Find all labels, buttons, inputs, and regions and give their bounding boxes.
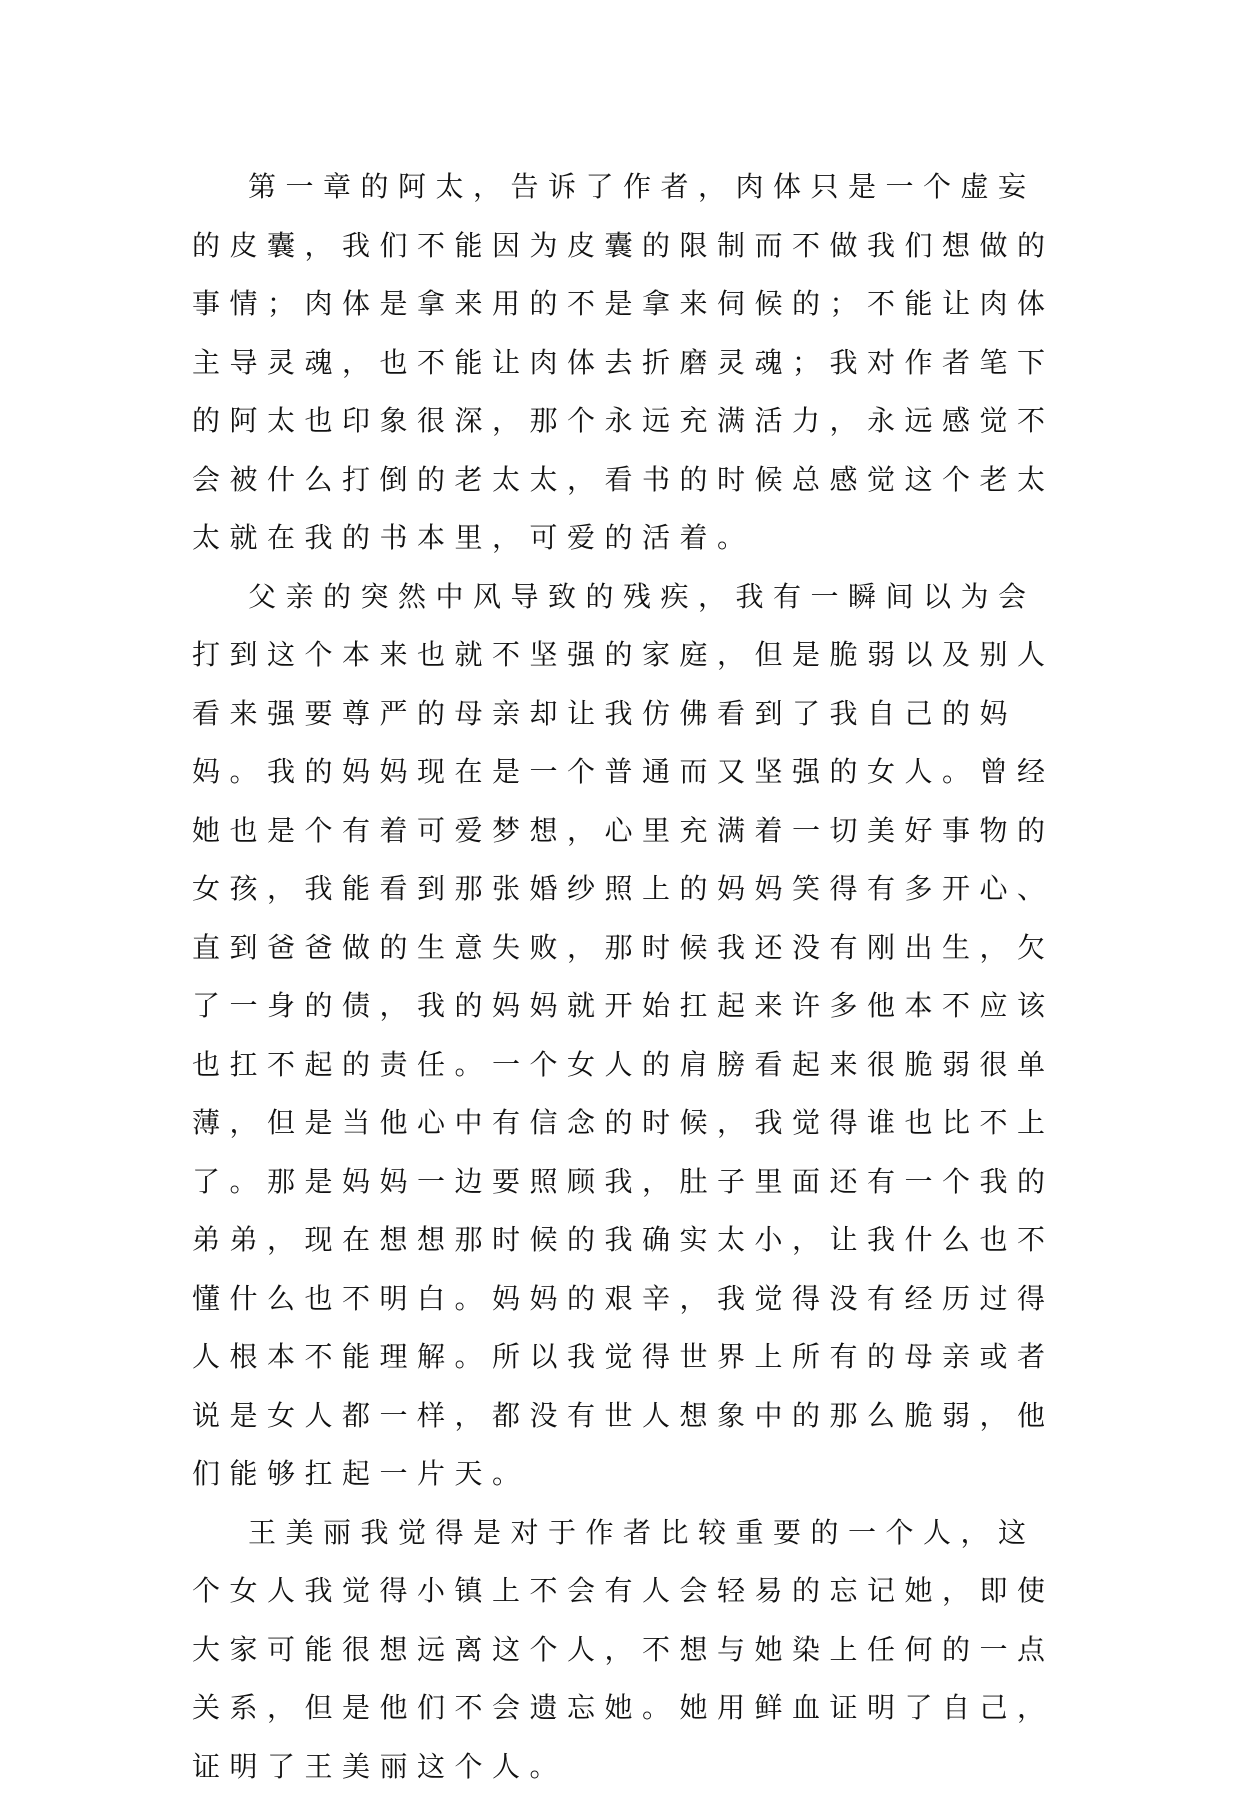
document-body (192, 158, 1064, 1796)
paragraph-3: 王美丽我觉得是对于作者比较重要的一个人，这个女人我觉得小镇上不会有人会轻易的忘记她，即使大家可能很想远离这个人，不想与她染上任何的一点关系，但是他们不会遗忘她。她用鲜血证明了自己，证明了王美丽这个人。 (192, 1504, 1064, 1796)
paragraph-2: 父亲的突然中风导致的残疾，我有一瞬间以为会打到这个本来也就不坚强的家庭，但是脆弱以及别人看来强要尊严的母亲却让我仿佛看到了我自己的妈妈。我的妈妈现在是一个普通而又坚强的女人。曾经她也是个有着可爱梦想，心里充满着一切美好事物的女孩，我能看到那张婚纱照上的妈妈笑得有多开心、直到爸爸做的生意失败，那时候我还没有刚出生，欠了一身的债，我的妈妈就开始扛起来许多他本不应该也扛不起的责任。一个女人的肩膀看起来很脆弱很单薄，但是当他心中有信念的时候，我觉得谁也比不上了。那是妈妈一边要照顾我，肚子里面还有一个我的弟弟，现在想想那时候的我确实太小，让我什么也不懂什么也不明白。妈妈的艰辛，我觉得没有经历过得人根本不能理解。所以我觉得世界上所有的母亲或者说是女人都一样，都没有世人想象中的那么脆弱，他们能够扛起一片天。 (192, 568, 1064, 1504)
paragraph-1: 第一章的阿太，告诉了作者，肉体只是一个虚妄的皮囊，我们不能因为皮囊的限制而不做我们想做的事情；肉体是拿来用的不是拿来伺候的；不能让肉体主导灵魂，也不能让肉体去折磨灵魂；我对作者笔下的阿太也印象很深，那个永远充满活力，永远感觉不会被什么打倒的老太太，看书的时候总感觉这个老太太就在我的书本里，可爱的活着。 (192, 158, 1064, 568)
